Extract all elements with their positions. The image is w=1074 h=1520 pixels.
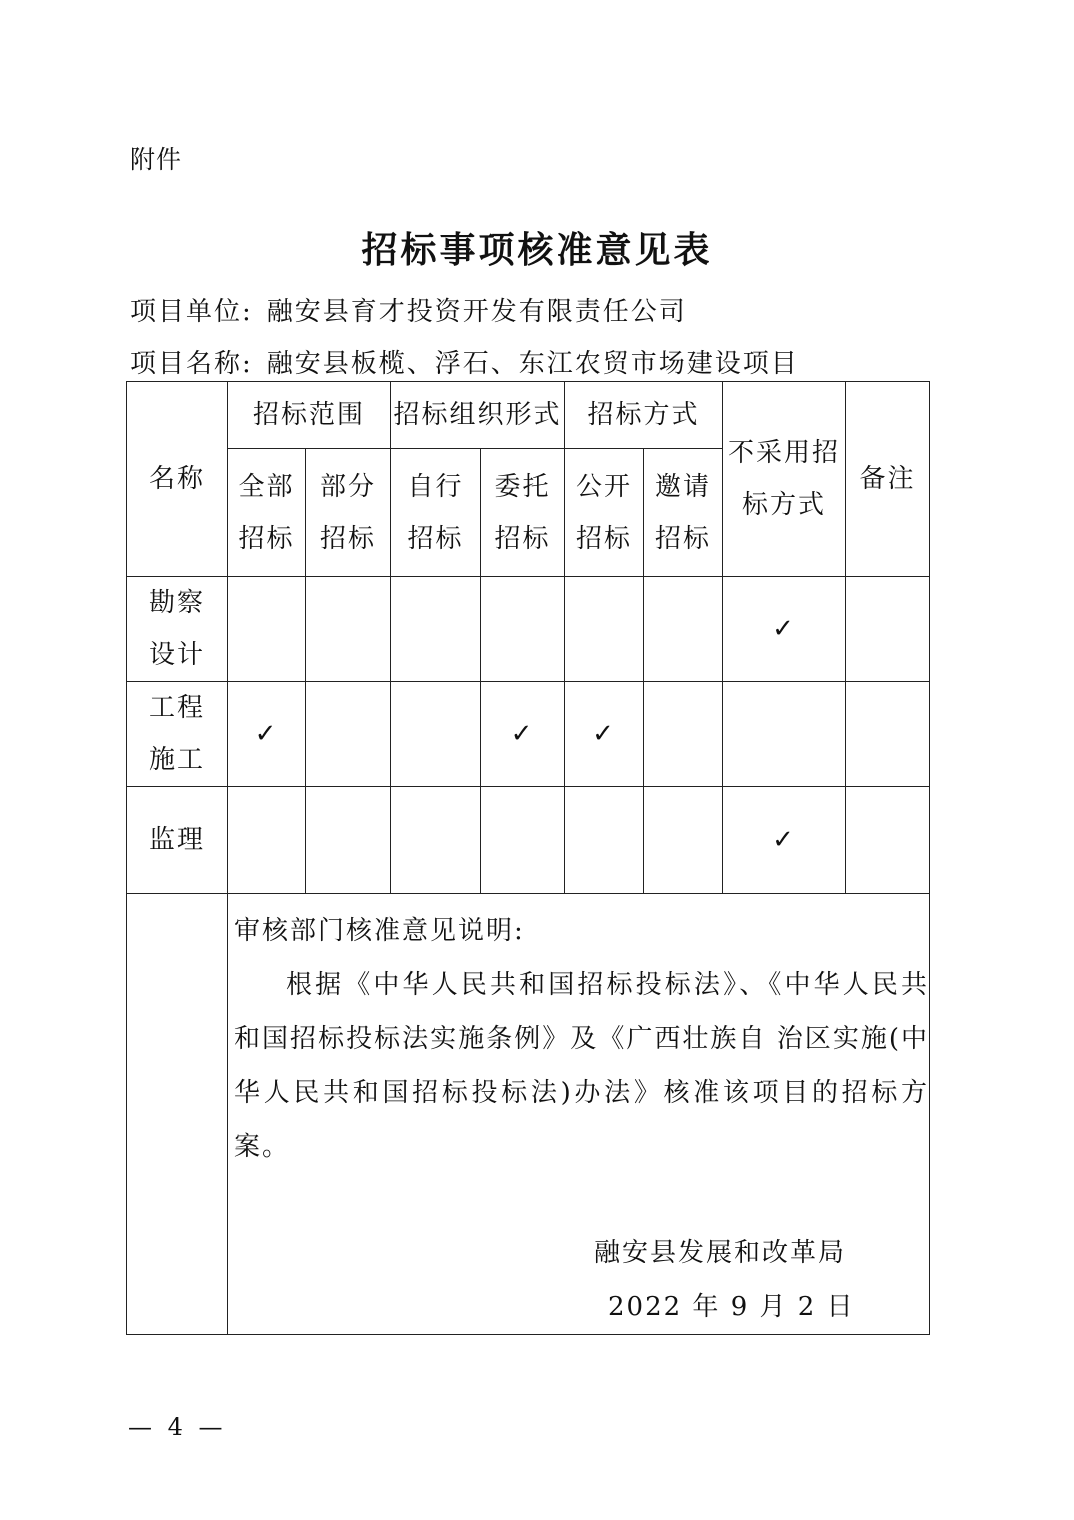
header-no-bidding: 不采用招 标方式 — [723, 382, 846, 577]
project-unit-label: 项目单位: — [130, 297, 253, 327]
table-row — [127, 577, 930, 682]
header-entrusted-bidding: 委托 招标 — [481, 449, 565, 577]
header-bidding-method: 招标方式 — [565, 382, 723, 449]
check-mark-icon: ✓ — [228, 682, 306, 787]
table-row — [127, 787, 930, 894]
header-all-bidding: 全部 招标 — [228, 449, 306, 577]
project-name-label: 项目名称: — [130, 349, 253, 379]
check-mark-icon: ✓ — [723, 577, 846, 682]
table-row — [127, 682, 930, 787]
opinion-cell — [228, 894, 930, 1335]
document-title: 招标事项核准意见表 — [361, 230, 713, 271]
header-self-bidding: 自行 招标 — [391, 449, 481, 577]
row-name-survey-design: 勘察 设计 — [127, 577, 228, 682]
opinion-signer: 融安县发展和改革局 — [594, 1238, 847, 1268]
opinion-body: 根据《中华人民共和国招标投标法》、《中华人民共和国招标投标法实施条例》及《广西壮族自 治区实施(中华人民共和国招标投标法)办法》核准该项目的招标方案。 — [234, 970, 930, 1162]
row-name-supervision: 监理 — [127, 787, 228, 894]
project-unit-value: 融安县育才投资开发有限责任公司 — [266, 297, 687, 327]
header-bidding-organization: 招标组织形式 — [391, 382, 565, 449]
project-unit — [130, 291, 687, 328]
check-mark-icon: ✓ — [723, 787, 846, 894]
header-name: 名称 — [127, 382, 228, 577]
attachment-label: 附件 — [130, 145, 183, 174]
row-name-construction: 工程 施工 — [127, 682, 228, 787]
header-partial-bidding: 部分 招标 — [306, 449, 391, 577]
project-name — [130, 343, 799, 380]
header-bidding-scope: 招标范围 — [228, 382, 391, 449]
opinion-heading: 审核部门核准意见说明: — [234, 916, 525, 946]
check-mark-icon: ✓ — [565, 682, 644, 787]
header-remarks: 备注 — [846, 382, 930, 577]
project-name-value: 融安县板榄、浮石、东江农贸市场建设项目 — [266, 349, 799, 379]
check-mark-icon: ✓ — [481, 682, 565, 787]
opinion-date: 2022 年 9 月 2 日 — [608, 1292, 855, 1322]
page-number: — 4 — — [128, 1413, 227, 1441]
approval-table — [126, 381, 930, 1335]
header-invited-bidding: 邀请 招标 — [644, 449, 723, 577]
header-open-bidding: 公开 招标 — [565, 449, 644, 577]
